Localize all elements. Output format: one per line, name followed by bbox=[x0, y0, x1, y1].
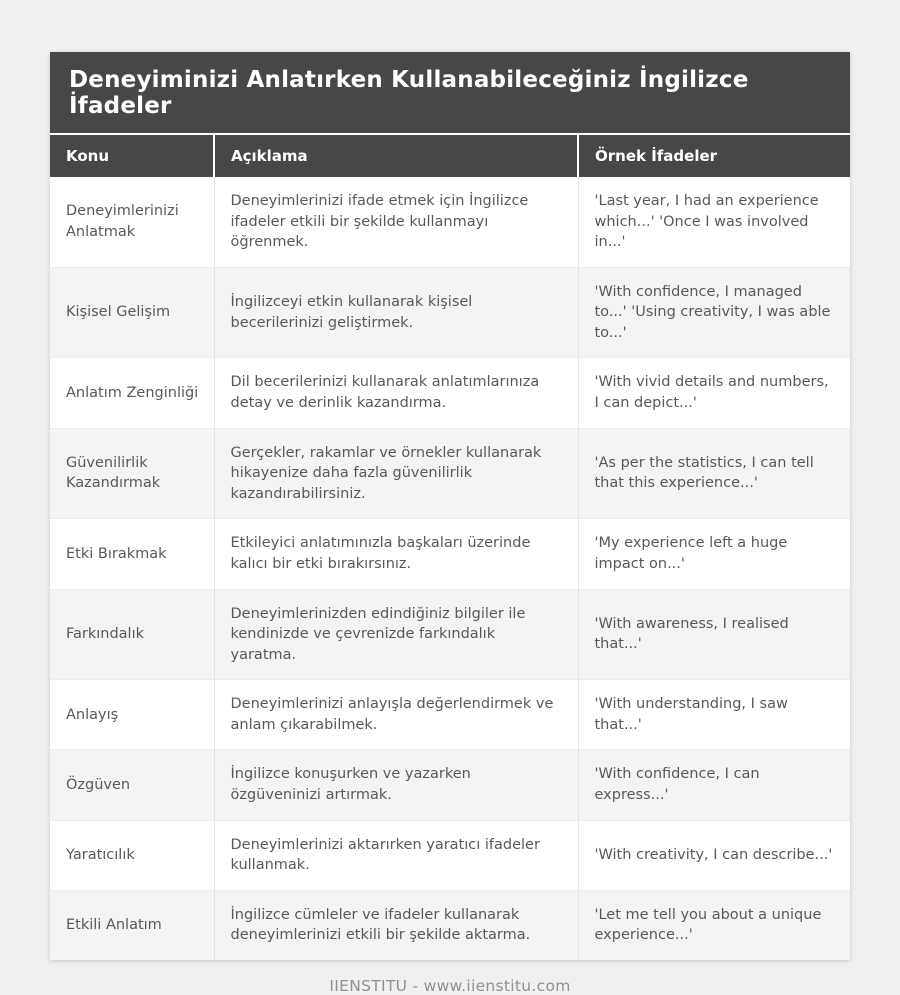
cell-topic: Anlayış bbox=[50, 680, 214, 750]
phrases-table bbox=[50, 135, 850, 960]
cell-description: Deneyimlerinizi ifade etmek için İngilizce ifadeler etkili bir şekilde kullanmayı öğrenmek. bbox=[214, 177, 578, 267]
footer-credit: IIENSTITU - www.iienstitu.com bbox=[329, 976, 571, 995]
table-row bbox=[50, 428, 850, 519]
cell-description: Gerçekler, rakamlar ve örnekler kullanarak hikayenize daha fazla güvenilirlik kazandırabilirsiniz. bbox=[214, 428, 578, 519]
content-card bbox=[50, 52, 850, 960]
table-header-row bbox=[50, 135, 850, 177]
cell-description: İngilizceyi etkin kullanarak kişisel becerilerinizi geliştirmek. bbox=[214, 267, 578, 358]
cell-description: Deneyimlerinizi anlayışla değerlendirmek ve anlam çıkarabilmek. bbox=[214, 680, 578, 750]
cell-topic: Deneyimlerinizi Anlatmak bbox=[66, 203, 179, 240]
cell-topic: Farkındalık bbox=[50, 589, 214, 680]
cell-description: Etkileyici anlatımınızla başkaları üzerinde kalıcı bir etki bırakırsınız. bbox=[214, 519, 578, 589]
cell-example-phrases: 'As per the statistics, I can tell that this experience...' bbox=[578, 428, 850, 519]
cell-description: Deneyimlerinizi aktarırken yaratıcı ifadeler kullanmak. bbox=[214, 820, 578, 890]
table-body bbox=[50, 177, 850, 960]
table-row bbox=[50, 589, 850, 680]
cell-topic: Kişisel Gelişim bbox=[50, 267, 214, 358]
table-row bbox=[50, 680, 850, 750]
cell-topic: Etki Bırakmak bbox=[50, 519, 214, 589]
cell-topic: Etkili Anlatım bbox=[50, 890, 214, 960]
cell-example-phrases: 'With confidence, I can express...' bbox=[578, 750, 850, 820]
cell-example-phrases: 'My experience left a huge impact on...' bbox=[578, 519, 850, 589]
cell-description: Deneyimlerinizden edindiğiniz bilgiler ile kendinizde ve çevrenizde farkındalık yaratma. bbox=[214, 589, 578, 680]
table-row bbox=[50, 177, 850, 267]
table-row bbox=[50, 750, 850, 820]
cell-example-phrases: 'With creativity, I can describe...' bbox=[578, 820, 850, 890]
cell-description: İngilizce konuşurken ve yazarken özgüveninizi artırmak. bbox=[214, 750, 578, 820]
cell-example-phrases: 'With awareness, I realised that...' bbox=[578, 589, 850, 680]
cell-example-phrases: 'Let me tell you about a unique experience...' bbox=[578, 890, 850, 960]
column-header-ornek-ifadeler: Örnek İfadeler bbox=[578, 135, 850, 177]
table-row bbox=[50, 267, 850, 358]
page-title: Deneyiminizi Anlatırken Kullanabileceğiniz İngilizce İfadeler bbox=[50, 52, 850, 133]
cell-example-phrases: 'Last year, I had an experience which...' 'Once I was involved in...' bbox=[578, 177, 850, 267]
cell-description: İngilizce cümleler ve ifadeler kullanarak deneyimlerinizi etkili bir şekilde aktarma. bbox=[214, 890, 578, 960]
table-row bbox=[50, 358, 850, 428]
table-row bbox=[50, 820, 850, 890]
cell-example-phrases: 'With confidence, I managed to...' 'Using creativity, I was able to...' bbox=[578, 267, 850, 358]
cell-description: Dil becerilerinizi kullanarak anlatımlarınıza detay ve derinlik kazandırma. bbox=[214, 358, 578, 428]
table-row bbox=[50, 890, 850, 960]
table-row bbox=[50, 519, 850, 589]
column-header-konu: Konu bbox=[50, 135, 214, 177]
cell-topic: Anlatım Zenginliği bbox=[50, 358, 214, 428]
column-header-aciklama: Açıklama bbox=[214, 135, 578, 177]
cell-topic: Özgüven bbox=[50, 750, 214, 820]
cell-topic: Güvenilirlik Kazandırmak bbox=[50, 428, 214, 519]
cell-topic: Yaratıcılık bbox=[50, 820, 214, 890]
cell-example-phrases: 'With understanding, I saw that...' bbox=[578, 680, 850, 750]
cell-example-phrases: 'With vivid details and numbers, I can depict...' bbox=[578, 358, 850, 428]
